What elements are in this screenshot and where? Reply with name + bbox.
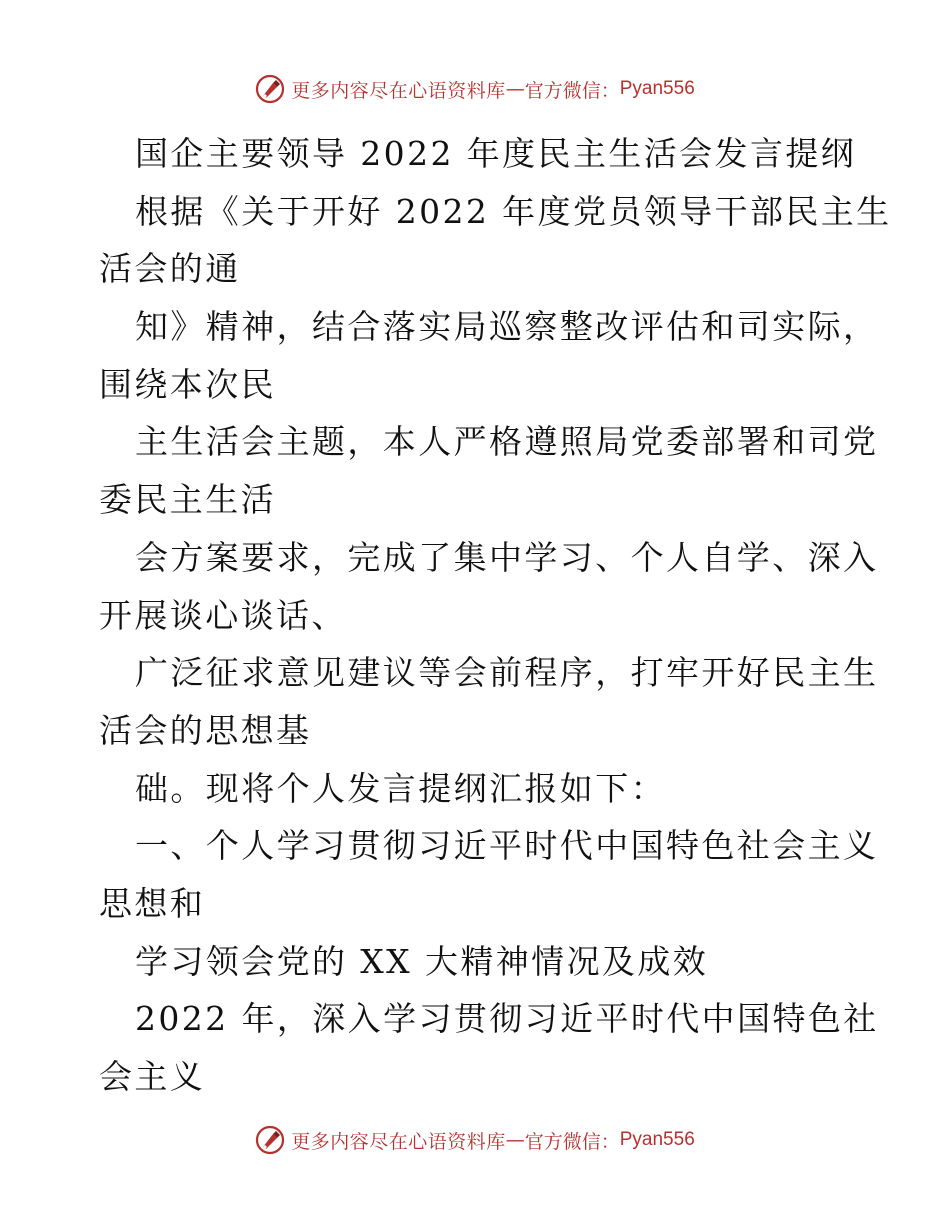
paragraph-line: 会方案要求，完成了集中学习、个人自学、深入 [135,537,879,577]
paragraph-line: 广泛征求意见建议等会前程序，打牢开好民主生 [135,653,879,693]
paragraph-line: 会主义 [99,1057,206,1096]
paragraph-line: 础。现将个人发言提纲汇报如下： [135,768,666,808]
paragraph-line: 围绕本次民 [99,364,276,404]
section-heading-line: 学习领会党的 XX 大精神情况及成效 [135,941,709,981]
watermark-official-label: 官方微信： [524,79,620,102]
section-heading-line: 一、个人学习贯彻习近平时代中国特色社会主义 [135,826,879,866]
pen-nib-logo-icon [255,1125,285,1155]
footer-watermark [0,1125,950,1155]
paragraph-line: 委民主生活 [99,480,276,520]
paragraph-line: 主生活会主题，本人严格遵照局党委部署和司党 [135,422,879,462]
paragraph-line: 知》精神，结合落实局巡察整改评估和司实际， [135,307,879,347]
watermark-dash: — [505,78,525,100]
watermark-official-label: 官方微信： [524,1130,620,1153]
pen-nib-logo-icon [255,74,285,104]
watermark-site-text: 更多内容尽在心语资料库 [291,79,506,102]
paragraph-line: 活会的思想基 [99,710,312,750]
paragraph-line: 活会的通 [99,249,241,289]
paragraph-line: 根据《关于开好 2022 年度党员领导干部民主生 [135,191,892,231]
paragraph-line: 2022 年，深入学习贯彻习近平时代中国特色社 [135,999,879,1039]
document-title: 国企主要领导 2022 年度民主生活会发言提纲 [135,134,857,173]
watermark-account: Pyan556 [619,1129,695,1150]
watermark-dash: — [505,1129,525,1151]
watermark-account: Pyan556 [619,78,695,99]
header-watermark [0,74,950,104]
document-body [99,125,892,1106]
paragraph-line: 开展谈心谈话、 [99,595,347,635]
section-heading-line: 思想和 [99,883,206,923]
watermark-site-text: 更多内容尽在心语资料库 [291,1130,506,1153]
